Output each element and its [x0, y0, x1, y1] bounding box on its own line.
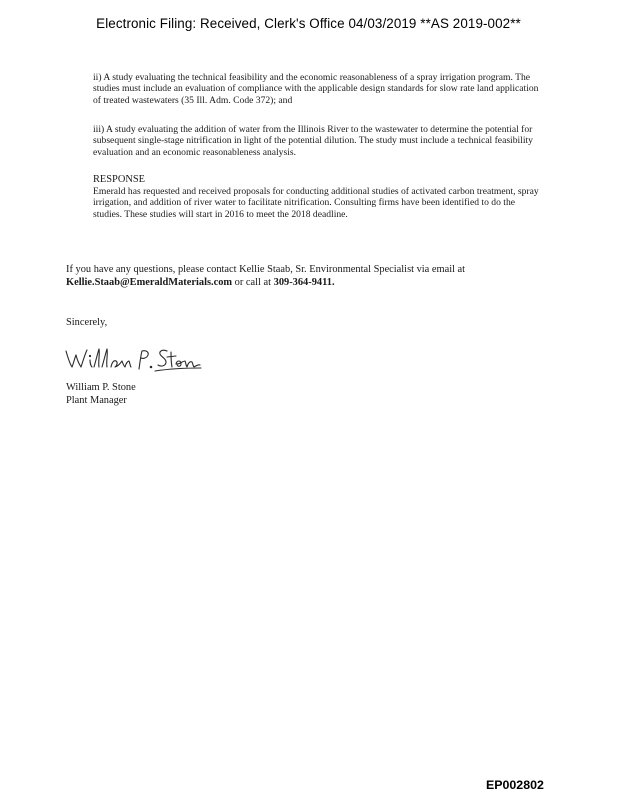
contact-paragraph — [66, 264, 536, 289]
contact-suffix: . — [331, 276, 335, 288]
response-heading: RESPONSE — [93, 174, 145, 185]
signature-image — [63, 342, 203, 374]
closing-salutation: Sincerely, — [66, 317, 108, 328]
bates-number: EP002802 — [486, 778, 544, 792]
signer-title: Plant Manager — [66, 395, 127, 406]
response-text: Emerald has requested and received proposals for conducting additional studies of activated carbon treatment, spray irrigation, and addition of river water to facilitate nitrification. Consulting firms have been identified to do the studies. These studies will start in 2016 to meet the 2018 deadline. — [93, 186, 539, 220]
filing-header: Electronic Filing: Received, Clerk's Office 04/03/2019 **AS 2019-002** — [96, 16, 521, 31]
contact-email: Kellie.Staab@EmeraldMaterials.com — [66, 276, 233, 288]
requirement-item-ii: ii) A study evaluating the technical feasibility and the economic reasonableness of a spray irrigation program. The studies must include an evaluation of compliance with the applicable design standards for slow rate land application of treated wastewaters (35 Ill. Adm. Code 372); and — [93, 72, 539, 106]
contact-intro: If you have any questions, please contact Kellie Staab, Sr. Environmental Specialist via email at — [66, 264, 466, 275]
requirement-item-iii: iii) A study evaluating the addition of water from the Illinois River to the wastewater to determine the potential for subsequent single-stage nitrification in light of the potential dilution. The study must include a technical feasibility evaluation and an economic reasonableness analysis. — [93, 124, 533, 158]
signer-name: William P. Stone — [66, 382, 136, 393]
contact-phone-prefix: or call at — [232, 276, 274, 288]
contact-phone: 309-364-9411 — [273, 276, 332, 288]
